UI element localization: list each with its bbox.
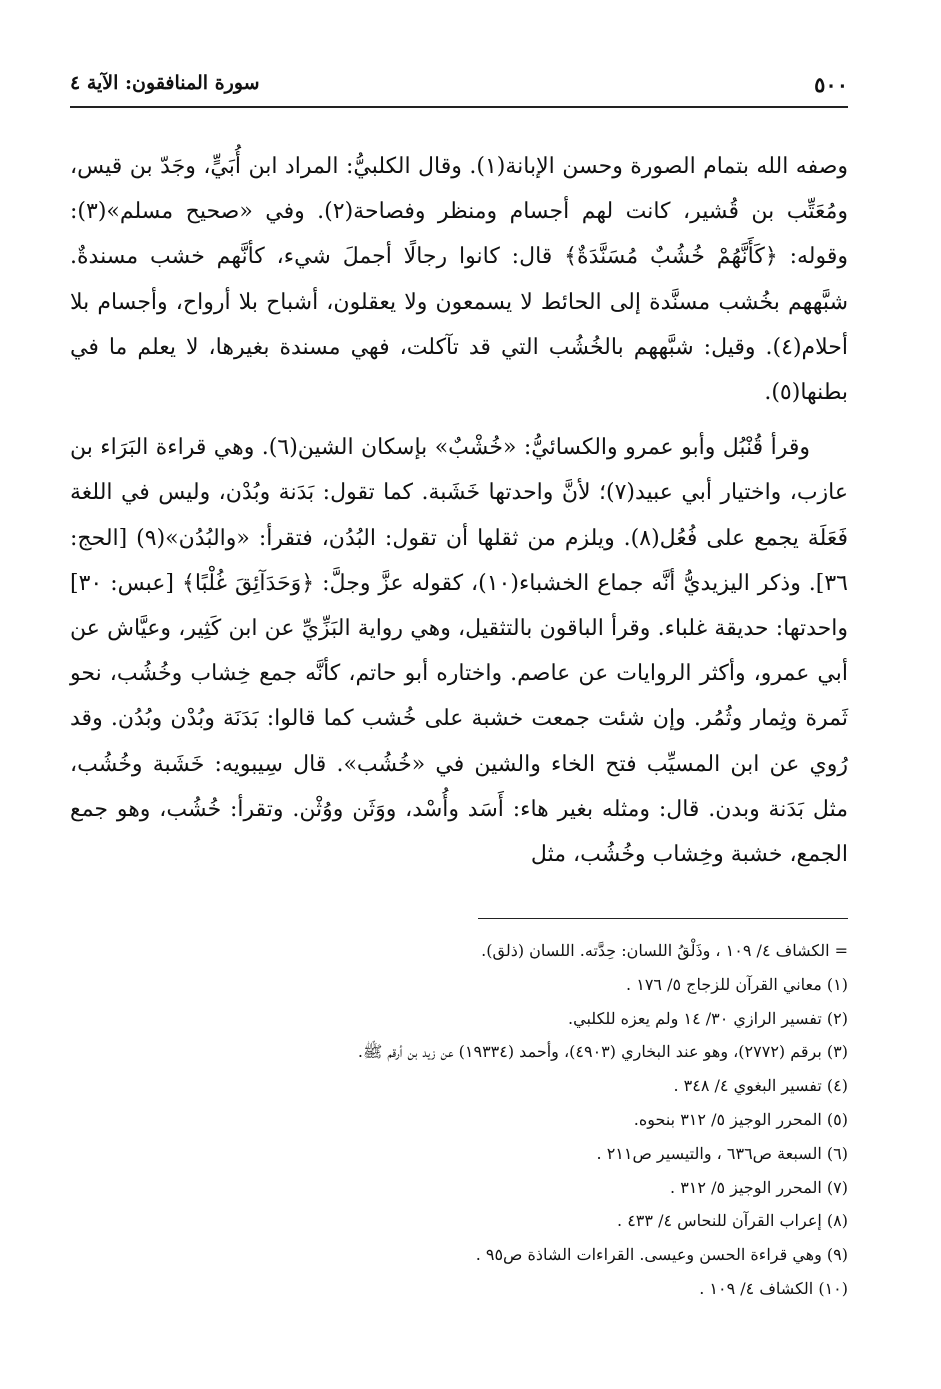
paragraph-1: وصفه الله بتمام الصورة وحسن الإبانة(١). وقال الكلبيُّ: المراد ابن أُبَيٍّ، وجَدّ بن قيس، ومُعَتِّب بن قُشير، كانت لهم أجسام ومنظر وفصاحة(٢). وفي «صحيح مسلم»(٣): وقوله: ﴿كَأَنَّهُمْ خُشُبٌ مُسَنَّدَةٌ﴾ قال: كانوا رجالًا أجملَ شيء، كأنَّهم خشب مسندةٌ. شبَّههم بخُشب مسنَّدة إلى الحائط لا يسمعون ولا يعقلون، أشباح بلا أرواح، وأجسام بلا أحلام(٤). وقيل: شبَّههم بالخُشُب التي قد تآكلت، فهي مسندة بغيرها، لا يعلم ما في بطنها(٥). [70,154,849,406]
paragraph-2: وقرأ قُنْبُل وأبو عمرو والكسائيُّ: «خُشْبٌ» بإسكان الشين(٦). وهي قراءة البَرَاء بن عازب، واختيار أبي عبيد(٧)؛ لأنَّ واحدتها خَشَبة. كما تقول: بَدَنة وبُدْن، وليس في اللغة فَعَلَة يجمع على فُعُل(٨). ويلزم من ثقلها أن تقول: البُدُن، فتقرأ: «والبُدُن»(٩) [الحج: ٣٦]. وذكر اليزيديُّ أنَّه جماع الخشباء(١٠)، كقوله عزَّ وجلَّ: ﴿وَحَدَآئِقَ غُلْبًا﴾ [عبس: ٣٠] واحدتها: حديقة غلباء. وقرأ الباقون بالتثقيل، وهي رواية البَزِّيِّ عن ابن كَثِير، وعيَّاش عن أبي عمرو، وأكثر الروايات عن عاصم. واختاره أبو حاتم، كأنَّه جمع خِشاب وخُشُب، نحو ثَمرة وثِمار وثُمُر. وإن شئت جمعت خشبة على خُشب كما قالوا: بَدَنَة وبُدْن وبُدُن. وقد رُوي عن ابن المسيِّب فتح الخاء والشين في «خُشُب». قال سِيبويه: خَشَبة وخُشُب، مثل بَدَنة وبدن. قال: ومثله بغير هاء: أَسَد وأُسْد، ووَثَن ووُثْن. وتقرأ: خُشُب، وهو جمع الجمع، خشبة وخِشاب وخُشُب، مثل [70,435,849,868]
main-text [70,144,848,877]
header-rule [70,106,848,108]
footnote-separator [478,918,848,919]
footnote-4: (٤) تفسير البغوي ٤/ ٣٤٨ . [673,1076,848,1096]
running-title: سورة المنافقون: الآية ٤ [70,72,260,94]
footnote-10: (١٠) الكشاف ٤/ ١٠٩ . [699,1278,848,1298]
footnote-2: (٢) تفسير الرازي ٣٠/ ١٤ ولم يعزه للكلبي. [568,1008,848,1028]
footnote-7: (٧) المحرر الوجيز ٥/ ٣١٢ . [670,1177,848,1197]
footnote-8: (٨) إعراب القرآن للنحاس ٤/ ٤٣٣ . [617,1211,848,1231]
page-number: ٥٠٠ [814,72,848,97]
footnotes [120,934,848,1306]
page-header [70,72,848,106]
footnote-continuation: = الكشاف ٤/ ١٠٩ ، وذَلْقُ اللسان: حِدَّته. اللسان (ذلق). [481,941,848,960]
footnote-6: (٦) السبعة ص٦٣٦ ، والتيسير ص٢١١ . [596,1143,848,1163]
footnote-1: (١) معاني القرآن للزجاج ٥/ ١٧٦ . [626,974,848,994]
footnote-5: (٥) المحرر الوجيز ٥/ ٣١٢ بنحوه. [633,1109,848,1129]
footnote-3: (٣) برقم (٢٧٧٢)، وهو عند البخاري (٤٩٠٣)، وأحمد (١٩٣٣٤) عن زيد بن أرقم ﷺ. [357,1042,848,1062]
footnote-9: (٩) وهي قراءة الحسن وعيسى. القراءات الشاذة ص٩٥ . [475,1245,848,1265]
